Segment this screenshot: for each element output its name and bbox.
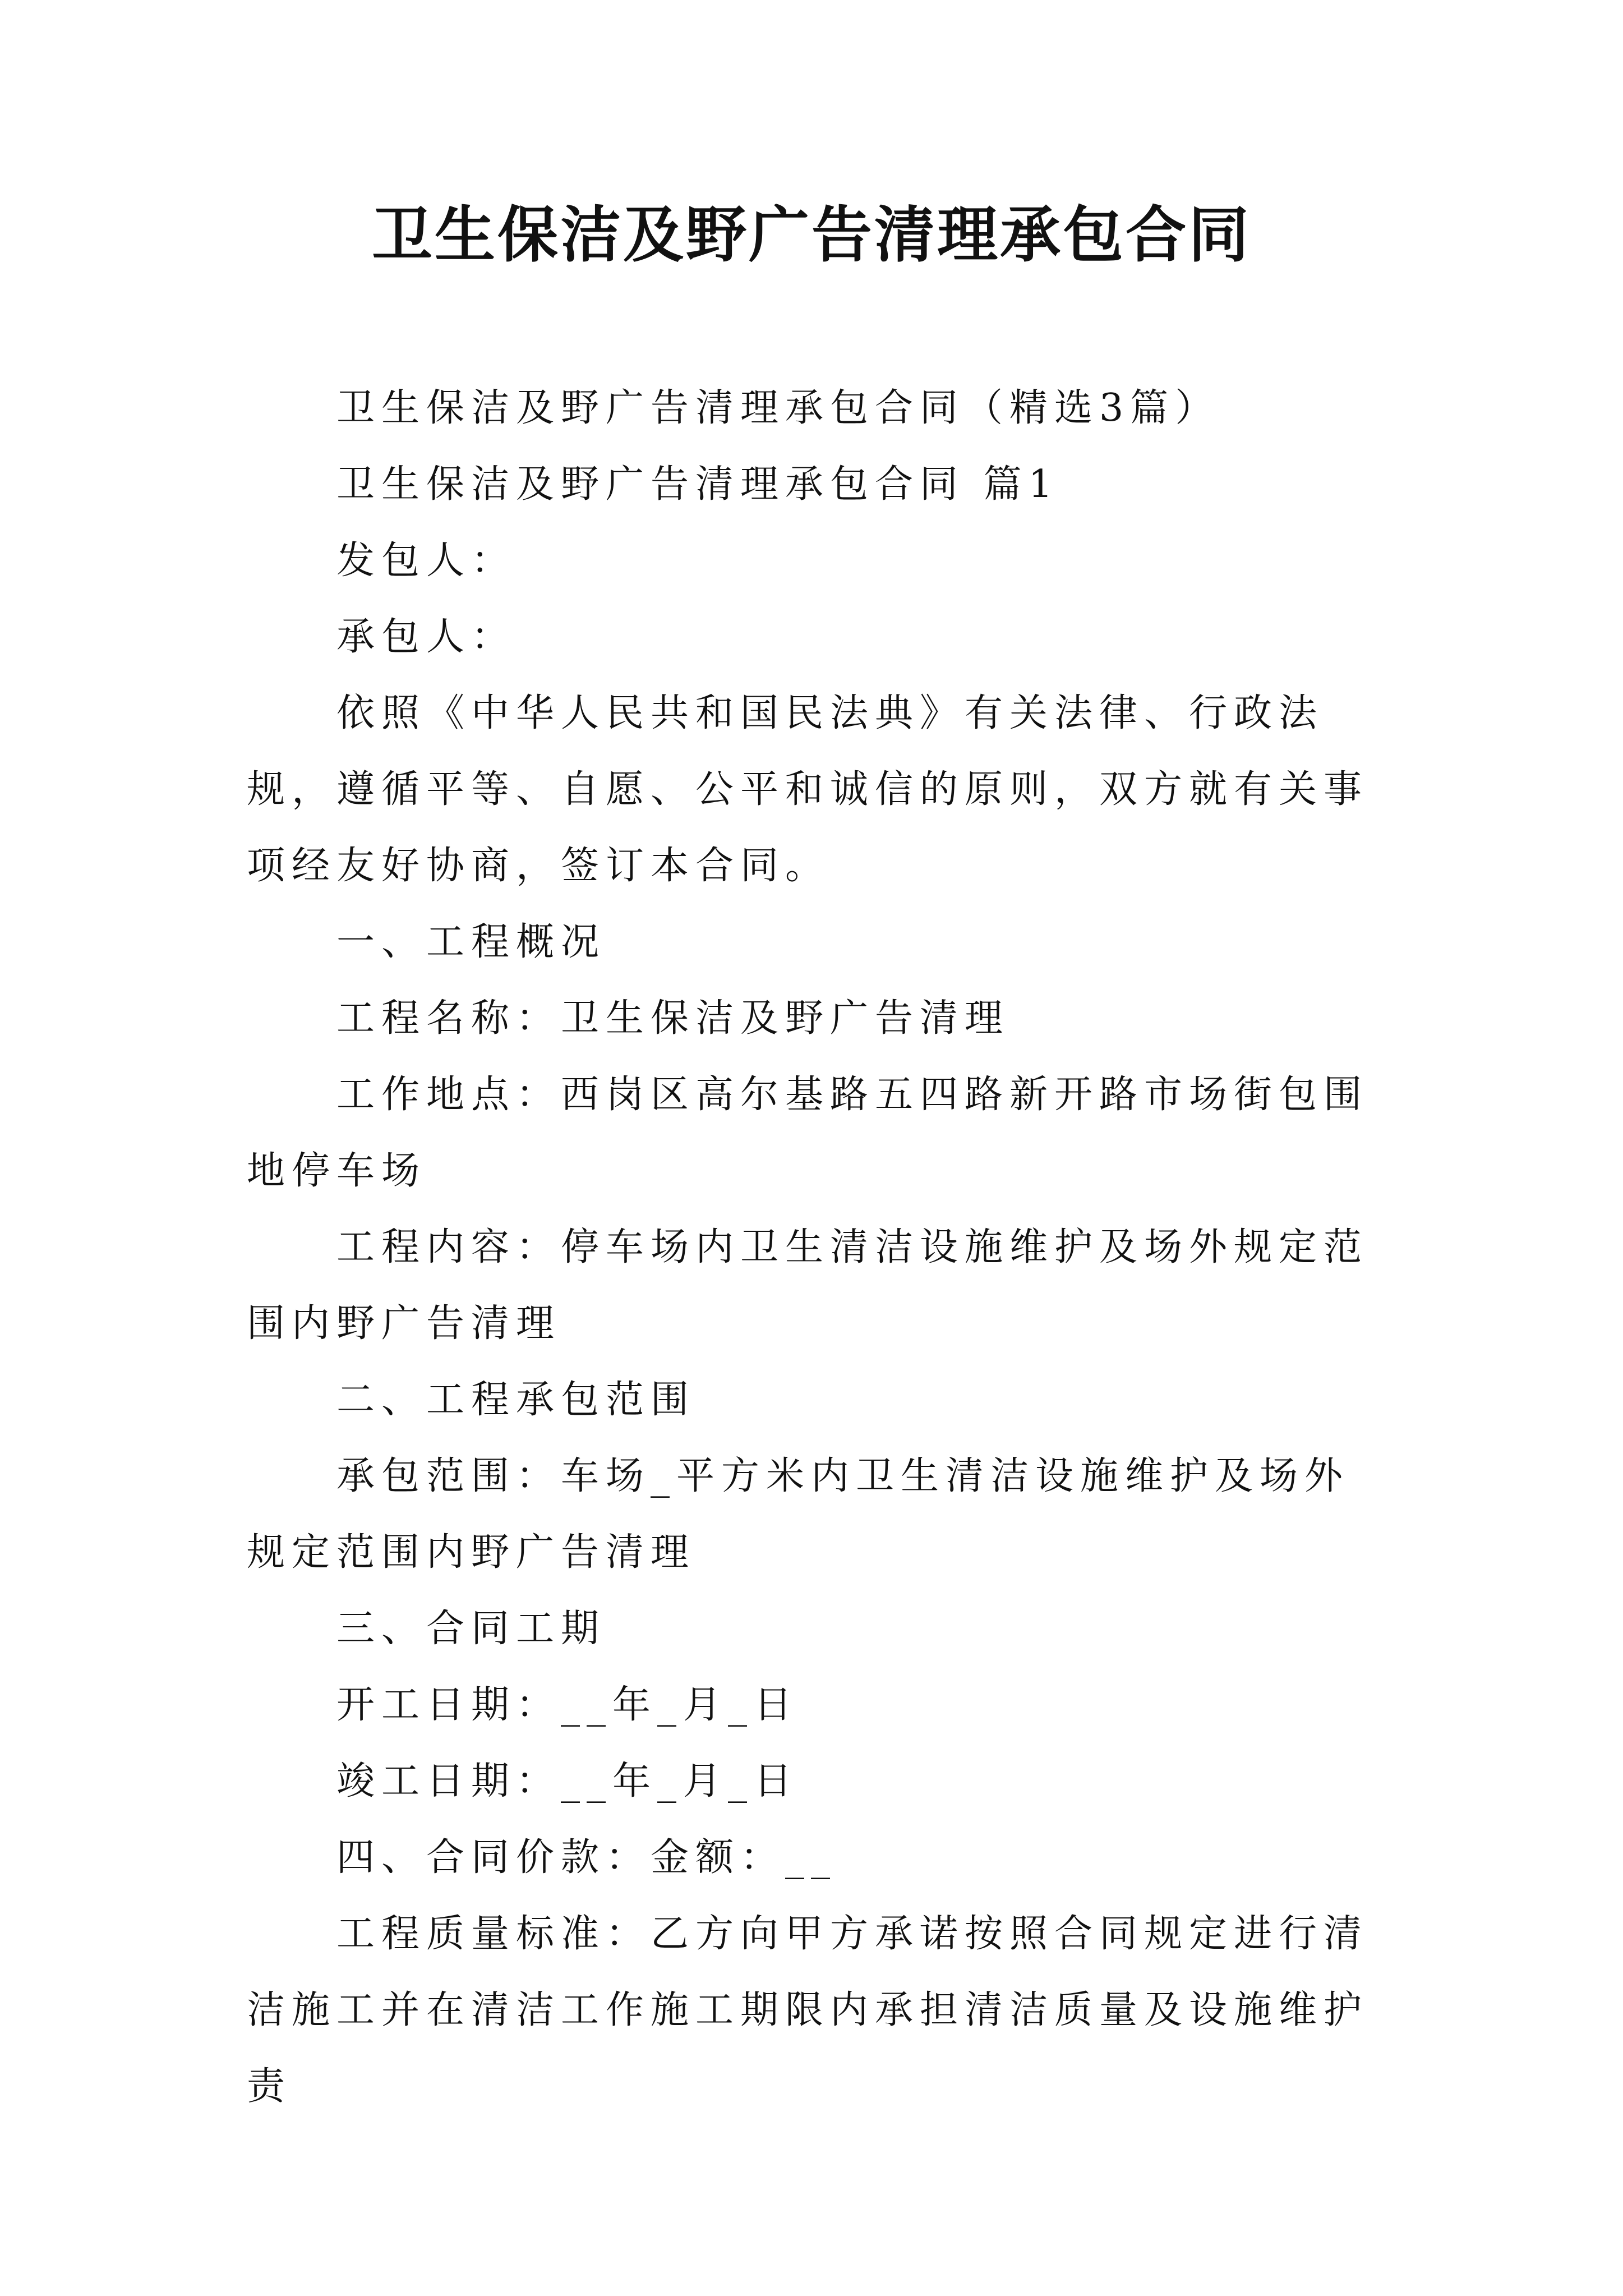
project-name: 工程名称：卫生保洁及野广告清理: [336, 996, 1010, 1041]
subtitle-selection: 卫生保洁及野广告清理承包合同（精选3篇）: [336, 386, 1220, 430]
heading-project-overview: 一、工程概况: [336, 920, 606, 964]
contract-price: 四、合同价款：金额：__: [336, 1835, 837, 1880]
start-date: 开工日期：__年_月_日: [336, 1683, 799, 1727]
contract-scope: 承包范围：车场_平方米内卫生清洁设施维护及场外规定范围内野广告清理: [247, 1454, 1350, 1575]
party-contractor: 承包人：: [336, 615, 517, 659]
completion-date: 竣工日期：__年_月_日: [336, 1759, 799, 1803]
section-heading-part1: 卫生保洁及野广告清理承包合同 篇1: [336, 462, 1059, 507]
heading-contract-period: 三、合同工期: [336, 1607, 606, 1651]
heading-contract-scope: 二、工程承包范围: [336, 1378, 696, 1422]
document-title: 卫生保洁及野广告清理承包合同: [371, 200, 1251, 270]
quality-standard: 工程质量标准：乙方向甲方承诺按照合同规定进行清洁施工并在清洁工作施工期限内承担清洁质量及设施维护责: [247, 1912, 1369, 2109]
document-body: [247, 370, 1391, 2125]
party-employer: 发包人：: [336, 539, 517, 583]
work-location: 工作地点：西岗区高尔基路五四路新开路市场街包围地停车场: [247, 1073, 1369, 1193]
project-content: 工程内容：停车场内卫生清洁设施维护及场外规定范围内野广告清理: [247, 1225, 1369, 1346]
preamble-paragraph: 依照《中华人民共和国民法典》有关法律、行政法规，遵循平等、自愿、公平和诚信的原则，双方就有关事项经友好协商，签订本合同。: [247, 691, 1369, 888]
